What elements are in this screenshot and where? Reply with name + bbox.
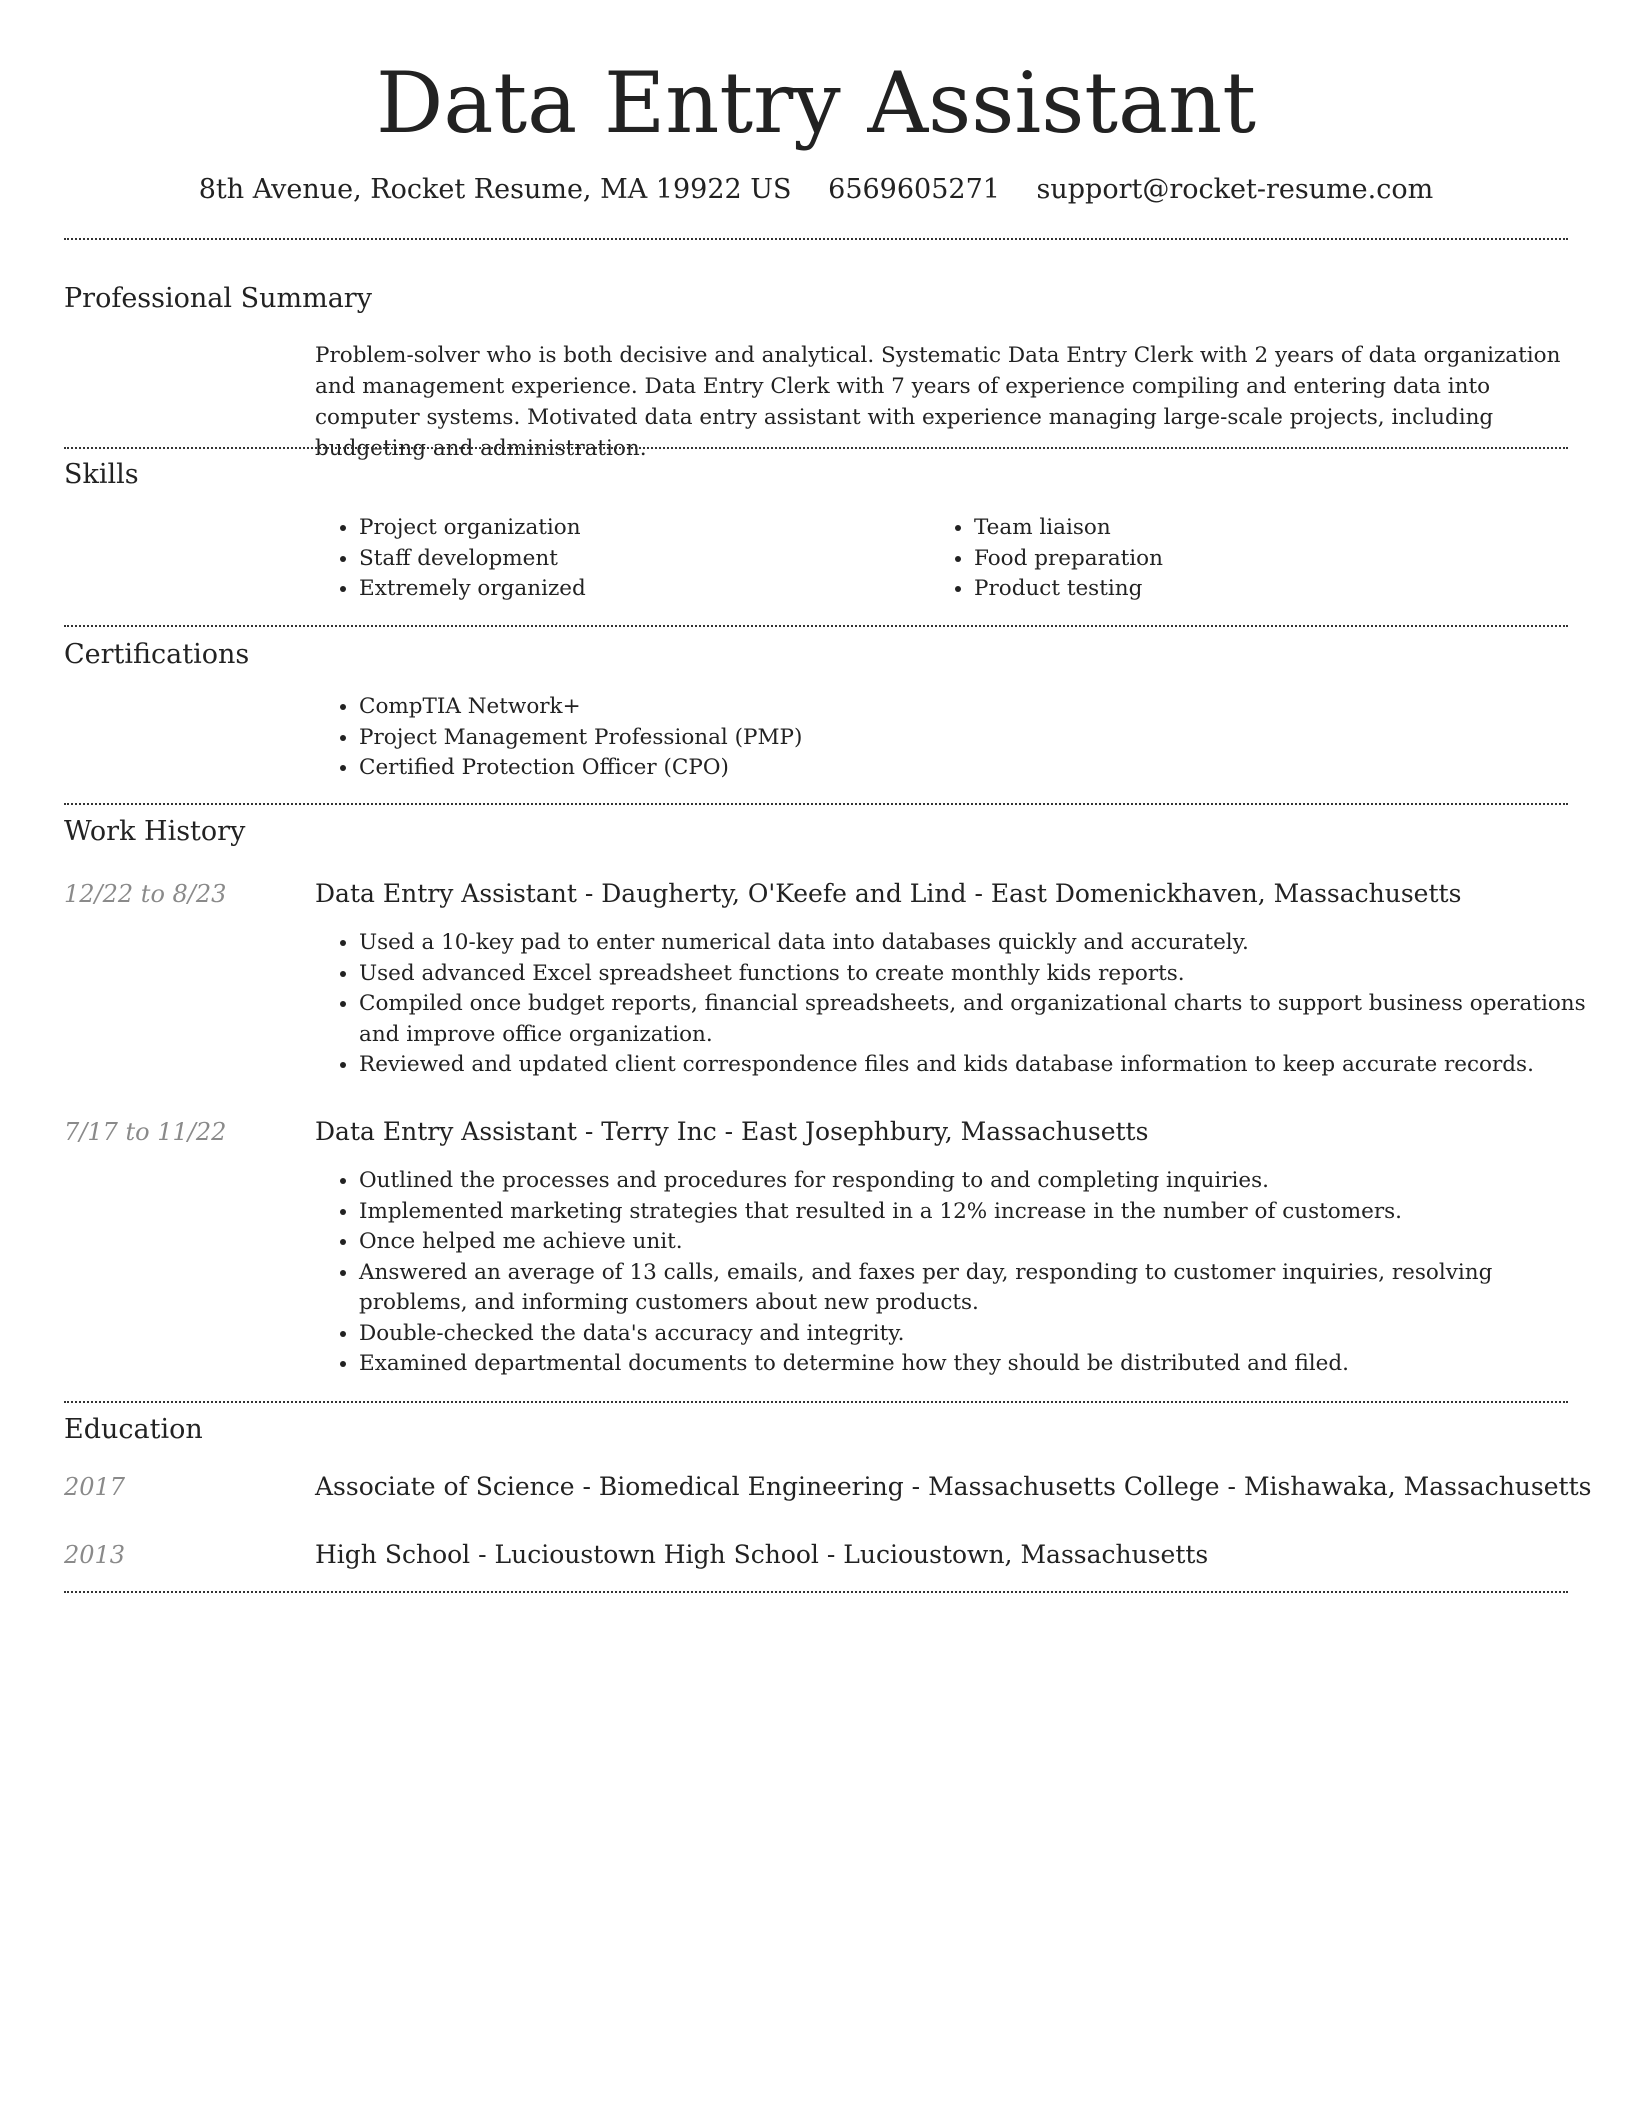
list-item: • Compiled once budget reports, financial spreadsheets, and organizational charts to support business operations and improve office organization. <box>359 989 1589 1050</box>
section-title-skills: Skills <box>64 459 139 490</box>
section-title-work: Work History <box>64 816 246 847</box>
divider <box>64 625 1568 627</box>
divider <box>64 1401 1568 1403</box>
section-title-summary: Professional Summary <box>64 283 372 314</box>
list-item: • Team liaison <box>974 513 1574 544</box>
list-item: • CompTIA Network+ <box>359 692 1559 723</box>
contact-phone: 6569605271 <box>828 174 1000 205</box>
job-dates: 12/22 to 8/23 <box>64 880 227 908</box>
section-title-education: Education <box>64 1414 203 1445</box>
education-entry <box>315 1537 1208 1573</box>
list-item: • Outlined the processes and procedures for responding to and completing inquiries. <box>359 1166 1599 1197</box>
list-item: • Product testing <box>974 574 1574 605</box>
divider <box>64 1591 1568 1593</box>
job-dates: 7/17 to 11/22 <box>64 1118 227 1146</box>
job-bullets <box>315 928 1589 1081</box>
list-item: • Used a 10-key pad to enter numerical data into databases quickly and accurately. <box>359 928 1589 959</box>
education-degree: Associate of Science - Biomedical Engineering <box>315 1472 904 1501</box>
list-item: • Used advanced Excel spreadsheet functions to create monthly kids reports. <box>359 959 1589 990</box>
divider <box>64 803 1568 805</box>
education-entry <box>315 1469 1591 1505</box>
job-bullets <box>315 1166 1599 1380</box>
skills-list-right <box>930 513 1574 605</box>
list-item: • Food preparation <box>974 544 1574 575</box>
list-item: • Project Management Professional (PMP) <box>359 723 1559 754</box>
certifications-list <box>315 692 1559 784</box>
list-item: • Examined departmental documents to determine how they should be distributed and filed. <box>359 1349 1599 1380</box>
skills-list-left <box>315 513 919 605</box>
job-title: Data Entry Assistant - Terry Inc - East Josephbury, Massachusetts <box>315 1117 1149 1146</box>
resume-name: Data Entry Assistant <box>376 54 1256 152</box>
education-year: 2013 <box>64 1541 126 1569</box>
education-year: 2017 <box>64 1473 126 1501</box>
education-school: - Massachusetts College - Mishawaka, Massachusetts <box>903 1472 1592 1501</box>
contact-address: 8th Avenue, Rocket Resume, MA 19922 US <box>198 174 792 205</box>
list-item: • Extremely organized <box>359 574 919 605</box>
contact-email[interactable]: support@rocket-resume.com <box>1036 174 1434 205</box>
summary-text: Problem-solver who is both decisive and analytical. Systematic Data Entry Clerk with 2 years of data organization and management experience. Data Entry Clerk with 7 years of experience compiling and entering data into computer systems. Motivated data entry assistant with experience managing large-scale projects, including budgeting and administration. <box>315 343 1561 461</box>
list-item: • Answered an average of 13 calls, emails, and faxes per day, responding to customer inquiries, resolving problems, and informing customers about new products. <box>359 1258 1599 1319</box>
section-title-certifications: Certifications <box>64 639 250 670</box>
contact-line <box>0 170 1632 210</box>
list-item: • Implemented marketing strategies that resulted in a 12% increase in the number of customers. <box>359 1197 1599 1228</box>
divider <box>64 238 1568 240</box>
divider <box>64 447 1568 449</box>
education-school: - Lucioustown High School - Lucioustown, Massachusetts <box>470 1540 1209 1569</box>
list-item: • Staff development <box>359 544 919 575</box>
education-degree: High School <box>315 1540 471 1569</box>
list-item: • Once helped me achieve unit. <box>359 1227 1599 1258</box>
job-title: Data Entry Assistant - Daugherty, O'Keefe and Lind - East Domenickhaven, Massachusetts <box>315 879 1462 908</box>
list-item: • Project organization <box>359 513 919 544</box>
list-item: • Double-checked the data's accuracy and integrity. <box>359 1319 1599 1350</box>
list-item: • Reviewed and updated client correspondence files and kids database information to keep accurate records. <box>359 1050 1589 1081</box>
list-item: • Certified Protection Officer (CPO) <box>359 753 1559 784</box>
